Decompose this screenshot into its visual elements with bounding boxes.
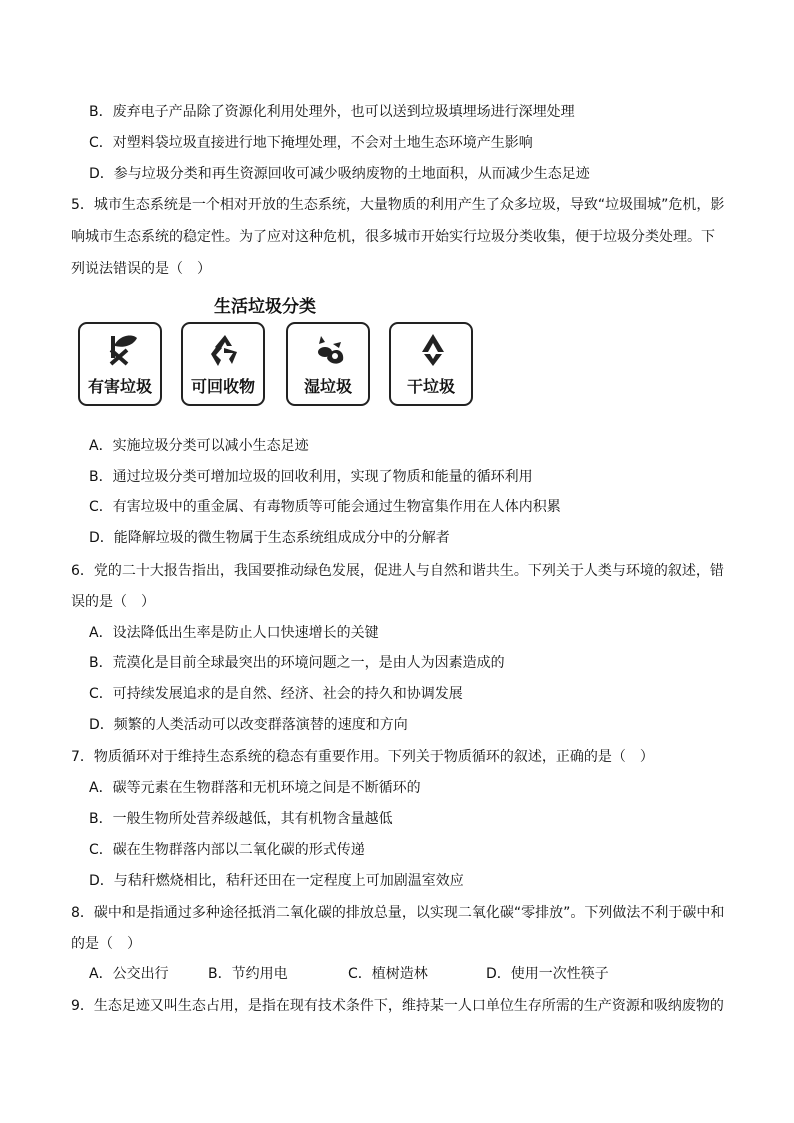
q8-option-d: D．使用一次性筷子 bbox=[486, 966, 609, 982]
q6-option-c: C．可持续发展追求的是自然、经济、社会的持久和协调发展 bbox=[89, 686, 463, 702]
q7-option-a: A．碳等元素在生物群落和无机环境之间是不断循环的 bbox=[89, 780, 421, 796]
q5-stem-line3: 列说法错误的是（ ） bbox=[71, 261, 211, 277]
recyclable-bin bbox=[181, 322, 265, 406]
q7-option-d: D．与秸秆燃烧相比，秸秆还田在一定程度上可加剧温室效应 bbox=[89, 873, 464, 889]
q8-option-a: A．公交出行 bbox=[89, 966, 169, 982]
q5-option-c: C．有害垃圾中的重金属、有毒物质等可能会通过生物富集作用在人体内积累 bbox=[89, 499, 561, 515]
hazardous-waste-icon bbox=[103, 332, 141, 368]
dry-waste-bin bbox=[389, 322, 473, 406]
bin-label-hazardous: 有害垃圾 bbox=[87, 377, 152, 396]
wet-waste-bin bbox=[286, 322, 370, 406]
hazardous-waste-bin bbox=[78, 322, 162, 406]
q4-option-b: B．废弃电子产品除了资源化利用处理外，也可以送到垃圾填埋场进行深埋处理 bbox=[89, 104, 575, 120]
q5-stem-line1: 5．城市生态系统是一个相对开放的生态系统，大量物质的利用产生了众多垃圾，导致“垃圾围城”危机，影 bbox=[71, 197, 725, 213]
q4-option-c: C．对塑料袋垃圾直接进行地下掩埋处理，不会对土地生态环境产生影响 bbox=[89, 135, 533, 151]
q6-option-a: A．设法降低出生率是防止人口快速增长的关键 bbox=[89, 625, 379, 641]
q8-options-row bbox=[89, 964, 689, 984]
wet-waste-icon bbox=[311, 332, 349, 368]
q6-option-b: B．荒漠化是目前全球最突出的环境问题之一，是由人为因素造成的 bbox=[89, 655, 505, 671]
q7-option-c: C．碳在生物群落内部以二氧化碳的形式传递 bbox=[89, 842, 365, 858]
q9-stem-line1: 9．生态足迹又叫生态占用，是指在现有技术条件下，维持某一人口单位生存所需的生产资源和吸纳废物的 bbox=[71, 998, 724, 1014]
q8-option-b: B．节约用电 bbox=[208, 966, 288, 982]
q6-stem-line2: 误的是（ ） bbox=[71, 594, 155, 610]
figure-title: 生活垃圾分类 bbox=[214, 297, 316, 317]
q8-stem-line1: 8．碳中和是指通过多种途径抵消二氧化碳的排放总量，以实现二氧化碳“零排放”。下列做法不利于碳中和 bbox=[71, 905, 725, 921]
q6-option-d: D．频繁的人类活动可以改变群落演替的速度和方向 bbox=[89, 717, 408, 733]
q8-option-c: C．植树造林 bbox=[348, 966, 428, 982]
q7-stem-line1: 7．物质循环对于维持生态系统的稳态有重要作用。下列关于物质循环的叙述，正确的是（ ） bbox=[71, 749, 654, 765]
q5-option-d: D．能降解垃圾的微生物属于生态系统组成成分中的分解者 bbox=[89, 530, 450, 546]
bin-label-dry: 干垃圾 bbox=[406, 377, 455, 396]
recycle-icon bbox=[206, 332, 244, 368]
q5-stem-line2: 响城市生态系统的稳定性。为了应对这种危机，很多城市开始实行垃圾分类收集，便于垃圾分类处理。下 bbox=[71, 229, 715, 245]
q8-stem-line2: 的是（ ） bbox=[71, 936, 141, 952]
bin-label-recyclable: 可回收物 bbox=[190, 377, 255, 396]
q6-stem-line1: 6．党的二十大报告指出，我国要推动绿色发展，促进人与自然和谐共生。下列关于人类与环境的叙述，错 bbox=[71, 563, 724, 579]
q5-option-b: B．通过垃圾分类可增加垃圾的回收利用，实现了物质和能量的循环利用 bbox=[89, 469, 533, 485]
q5-option-a: A．实施垃圾分类可以减小生态足迹 bbox=[89, 438, 309, 454]
q7-option-b: B．一般生物所处营养级越低，其有机物含量越低 bbox=[89, 811, 393, 827]
dry-waste-icon bbox=[414, 332, 452, 368]
q4-option-d: D．参与垃圾分类和再生资源回收可减少吸纳废物的土地面积，从而减少生态足迹 bbox=[89, 166, 590, 182]
bin-label-wet: 湿垃圾 bbox=[303, 377, 352, 396]
